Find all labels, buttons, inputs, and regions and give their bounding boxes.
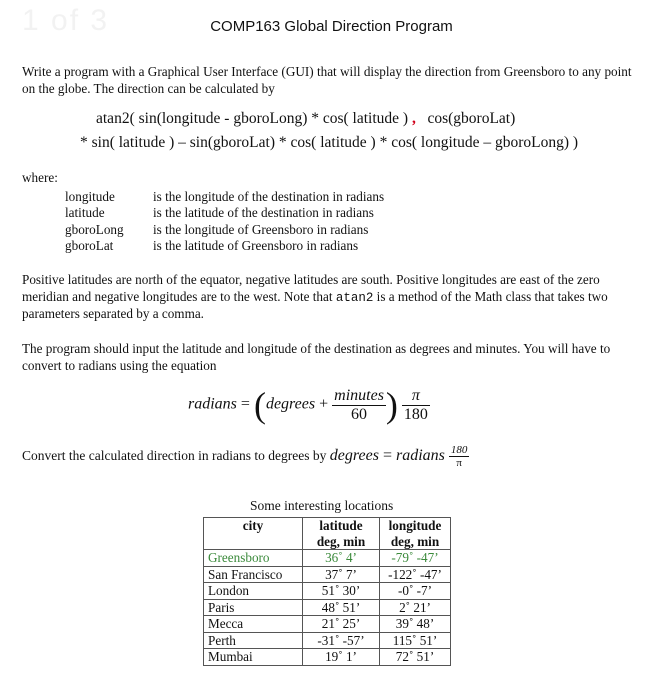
definitions-list xyxy=(65,189,384,255)
definition-row xyxy=(65,222,384,238)
cell-latitude: 21˚ 25’ xyxy=(303,616,380,633)
table-row xyxy=(204,550,451,567)
table-row xyxy=(204,649,451,666)
column-header-longitude: longitude deg, min xyxy=(380,518,451,550)
cell-latitude: -31˚ -57’ xyxy=(303,632,380,649)
convert-rhs: radians xyxy=(395,447,445,465)
column-header-city: city xyxy=(204,518,303,550)
where-label: where: xyxy=(22,170,58,185)
intro-paragraph: Write a program with a Graphical User Interface (GUI) that will display the direction from Greensboro to any point on the globe. The direction can be calculated by xyxy=(22,64,632,96)
definition-desc: is the latitude of Greensboro in radians xyxy=(153,238,359,254)
table-row xyxy=(204,632,451,649)
locations-table xyxy=(203,517,451,666)
convert-equals: = xyxy=(382,447,392,465)
sign-paragraph-pre: Positive latitudes are north of the equator, negative latitudes are south. Positive longitudes are east of the zero meridian and negative longitudes are to the west. Note that xyxy=(22,272,600,304)
table-row xyxy=(204,566,451,583)
definition-term: latitude xyxy=(65,205,105,221)
table-row xyxy=(204,599,451,616)
cell-latitude: 48˚ 51’ xyxy=(303,599,380,616)
fraction-numerator: π xyxy=(402,387,430,406)
formula-plus: + xyxy=(319,395,329,413)
sign-paragraph-post: is a method of the Math class that takes two parameters separated by a comma. xyxy=(22,288,608,321)
cell-latitude: 51˚ 30’ xyxy=(303,583,380,600)
formula-equals: = xyxy=(240,395,250,413)
definition-row xyxy=(65,238,384,254)
cell-city: Greensboro xyxy=(204,550,303,567)
cell-latitude: 19˚ 1’ xyxy=(303,649,380,666)
minutes-fraction xyxy=(332,387,386,424)
cell-latitude: 37˚ 7’ xyxy=(303,566,380,583)
formula-lhs: radians xyxy=(188,395,237,413)
atan2-code: atan2 xyxy=(335,290,374,305)
cell-longitude: -122˚ -47’ xyxy=(380,566,451,583)
fraction-numerator: 180 xyxy=(450,444,468,456)
close-paren: ) xyxy=(385,385,398,425)
formula-degrees: degrees xyxy=(265,395,316,413)
equation-part-a: atan2( sin(longitude - gboroLong) * cos( latitude ) xyxy=(96,110,409,127)
cell-city: San Francisco xyxy=(204,566,303,583)
definition-desc: is the latitude of the destination in radians xyxy=(153,205,374,221)
fraction-denominator: π xyxy=(456,457,462,469)
sign-paragraph xyxy=(22,272,640,323)
input-paragraph: The program should input the latitude and longitude of the destination as degrees and minutes. You will have to convert to radians using the equation xyxy=(22,341,611,373)
convert-fraction xyxy=(449,444,470,469)
equation-part-b: cos(gboroLat) xyxy=(427,110,516,127)
table-caption: Some interesting locations xyxy=(250,498,394,513)
cell-latitude: 36˚ 4’ xyxy=(303,550,380,567)
cell-longitude: 39˚ 48’ xyxy=(380,616,451,633)
pi-fraction xyxy=(402,387,430,424)
equation-line-1 xyxy=(96,110,515,128)
table-row xyxy=(204,616,451,633)
fraction-numerator: minutes xyxy=(334,386,384,404)
cell-city: London xyxy=(204,583,303,600)
cell-longitude: 72˚ 51’ xyxy=(380,649,451,666)
table-header-row xyxy=(204,518,451,550)
definition-desc: is the longitude of Greensboro in radians xyxy=(153,221,369,237)
convert-line xyxy=(22,444,469,469)
definition-term: gboroLong xyxy=(65,221,124,237)
definition-term: gboroLat xyxy=(65,238,114,254)
convert-text: Convert the calculated direction in radians to degrees by xyxy=(22,448,327,464)
column-header-latitude: latitude deg, min xyxy=(303,518,380,550)
equation-comma: , xyxy=(411,110,416,127)
cell-longitude: -0˚ -7’ xyxy=(380,583,451,600)
definition-row xyxy=(65,205,384,221)
convert-lhs: degrees xyxy=(329,447,379,465)
equation-line-2: * sin( latitude ) – sin(gboroLat) * cos( latitude ) * cos( longitude – gboroLong) ) xyxy=(80,134,579,151)
fraction-denominator: 180 xyxy=(403,405,428,423)
table-row xyxy=(204,583,451,600)
definition-desc: is the longitude of the destination in radians xyxy=(153,189,385,204)
cell-city: Mumbai xyxy=(204,649,303,666)
definition-row xyxy=(65,189,384,205)
page-title: COMP163 Global Direction Program xyxy=(210,18,453,35)
definition-term: longitude xyxy=(65,189,115,204)
radians-formula xyxy=(188,384,430,426)
cell-city: Perth xyxy=(204,632,303,649)
cell-longitude: 115˚ 51’ xyxy=(380,632,451,649)
cell-longitude: 2˚ 21’ xyxy=(380,599,451,616)
fraction-denominator: 60 xyxy=(351,405,368,423)
convert-formula xyxy=(329,444,470,469)
cell-city: Paris xyxy=(204,599,303,616)
faint-page-header: 1 of 3 xyxy=(22,4,110,37)
cell-longitude: -79˚ -47’ xyxy=(380,550,451,567)
cell-city: Mecca xyxy=(204,616,303,633)
open-paren: ( xyxy=(253,385,266,425)
